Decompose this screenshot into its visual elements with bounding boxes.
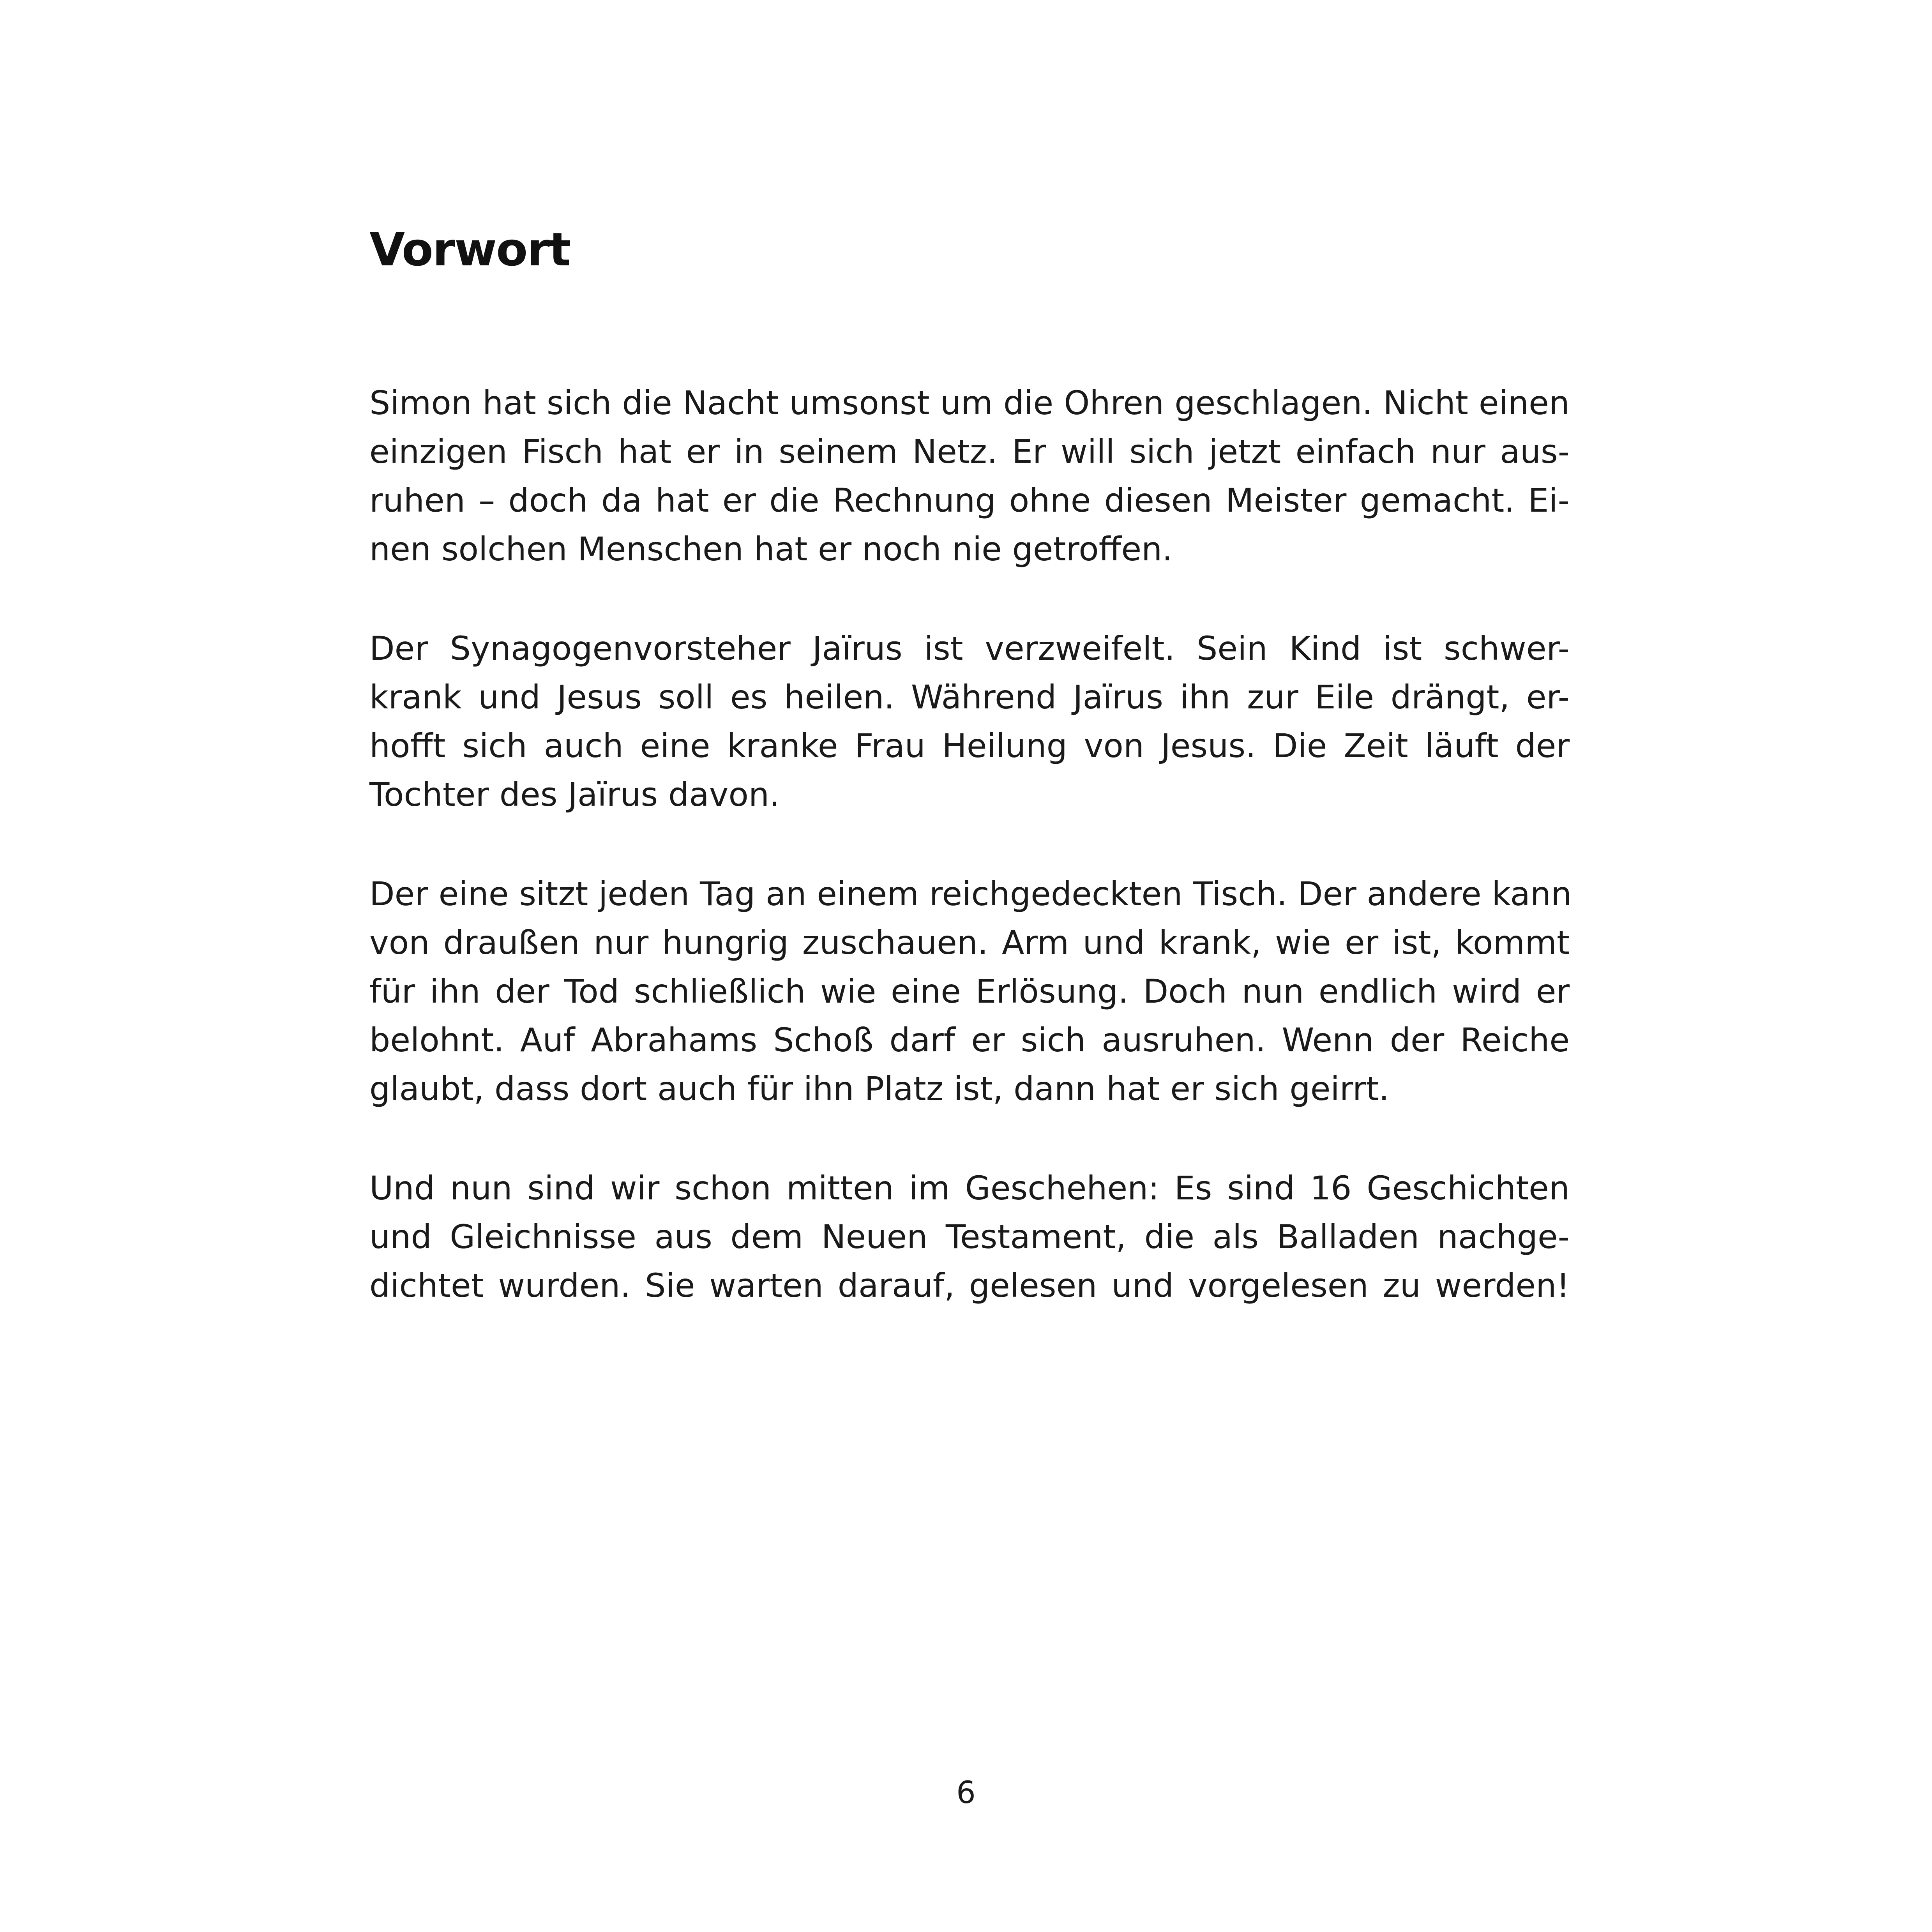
paragraph-1 bbox=[369, 379, 1570, 574]
text-line: ruhen – doch da hat er die Rechnung ohne diesen Meister gemacht. Ei- bbox=[369, 481, 1570, 519]
paragraph-3 bbox=[369, 870, 1570, 1113]
text-line: einzigen Fisch hat er in seinem Netz. Er will sich jetzt einfach nur aus- bbox=[369, 433, 1570, 471]
text-line: Simon hat sich die Nacht umsonst um die Ohren geschlagen. Nicht einen bbox=[369, 384, 1570, 422]
paragraph-4 bbox=[369, 1164, 1570, 1310]
text-line: Der eine sitzt jeden Tag an einem reichgedeckten Tisch. Der andere kann bbox=[369, 875, 1572, 913]
body-text bbox=[369, 379, 1570, 1361]
text-line: nen solchen Menschen hat er noch nie getroffen. bbox=[369, 530, 1173, 568]
text-line: und Gleichnisse aus dem Neuen Testament, die als Balladen nachge- bbox=[369, 1218, 1570, 1256]
text-line: Der Synagogenvorsteher Jaïrus ist verzweifelt. Sein Kind ist schwer- bbox=[369, 629, 1570, 668]
text-line: dichtet wurden. Sie warten darauf, gelesen und vorgelesen zu werden! bbox=[369, 1266, 1570, 1305]
page-number: 6 bbox=[956, 1775, 976, 1810]
text-line: von draußen nur hungrig zuschauen. Arm und krank, wie er ist, kommt bbox=[369, 924, 1570, 962]
text-line: glaubt, dass dort auch für ihn Platz ist, dann hat er sich geirrt. bbox=[369, 1070, 1390, 1108]
text-line: für ihn der Tod schließlich wie eine Erlösung. Doch nun endlich wird er bbox=[369, 972, 1570, 1010]
text-line: Tochter des Jaïrus davon. bbox=[369, 775, 780, 814]
text-line: belohnt. Auf Abrahams Schoß darf er sich ausruhen. Wenn der Reiche bbox=[369, 1021, 1570, 1059]
text-line: krank und Jesus soll es heilen. Während Jaïrus ihn zur Eile drängt, er- bbox=[369, 678, 1570, 716]
page-title: Vorwort bbox=[369, 223, 570, 276]
text-line: hofft sich auch eine kranke Frau Heilung von Jesus. Die Zeit läuft der bbox=[369, 727, 1570, 765]
paragraph-2 bbox=[369, 624, 1570, 819]
text-line: Und nun sind wir schon mitten im Geschehen: Es sind 16 Geschichten bbox=[369, 1169, 1570, 1207]
